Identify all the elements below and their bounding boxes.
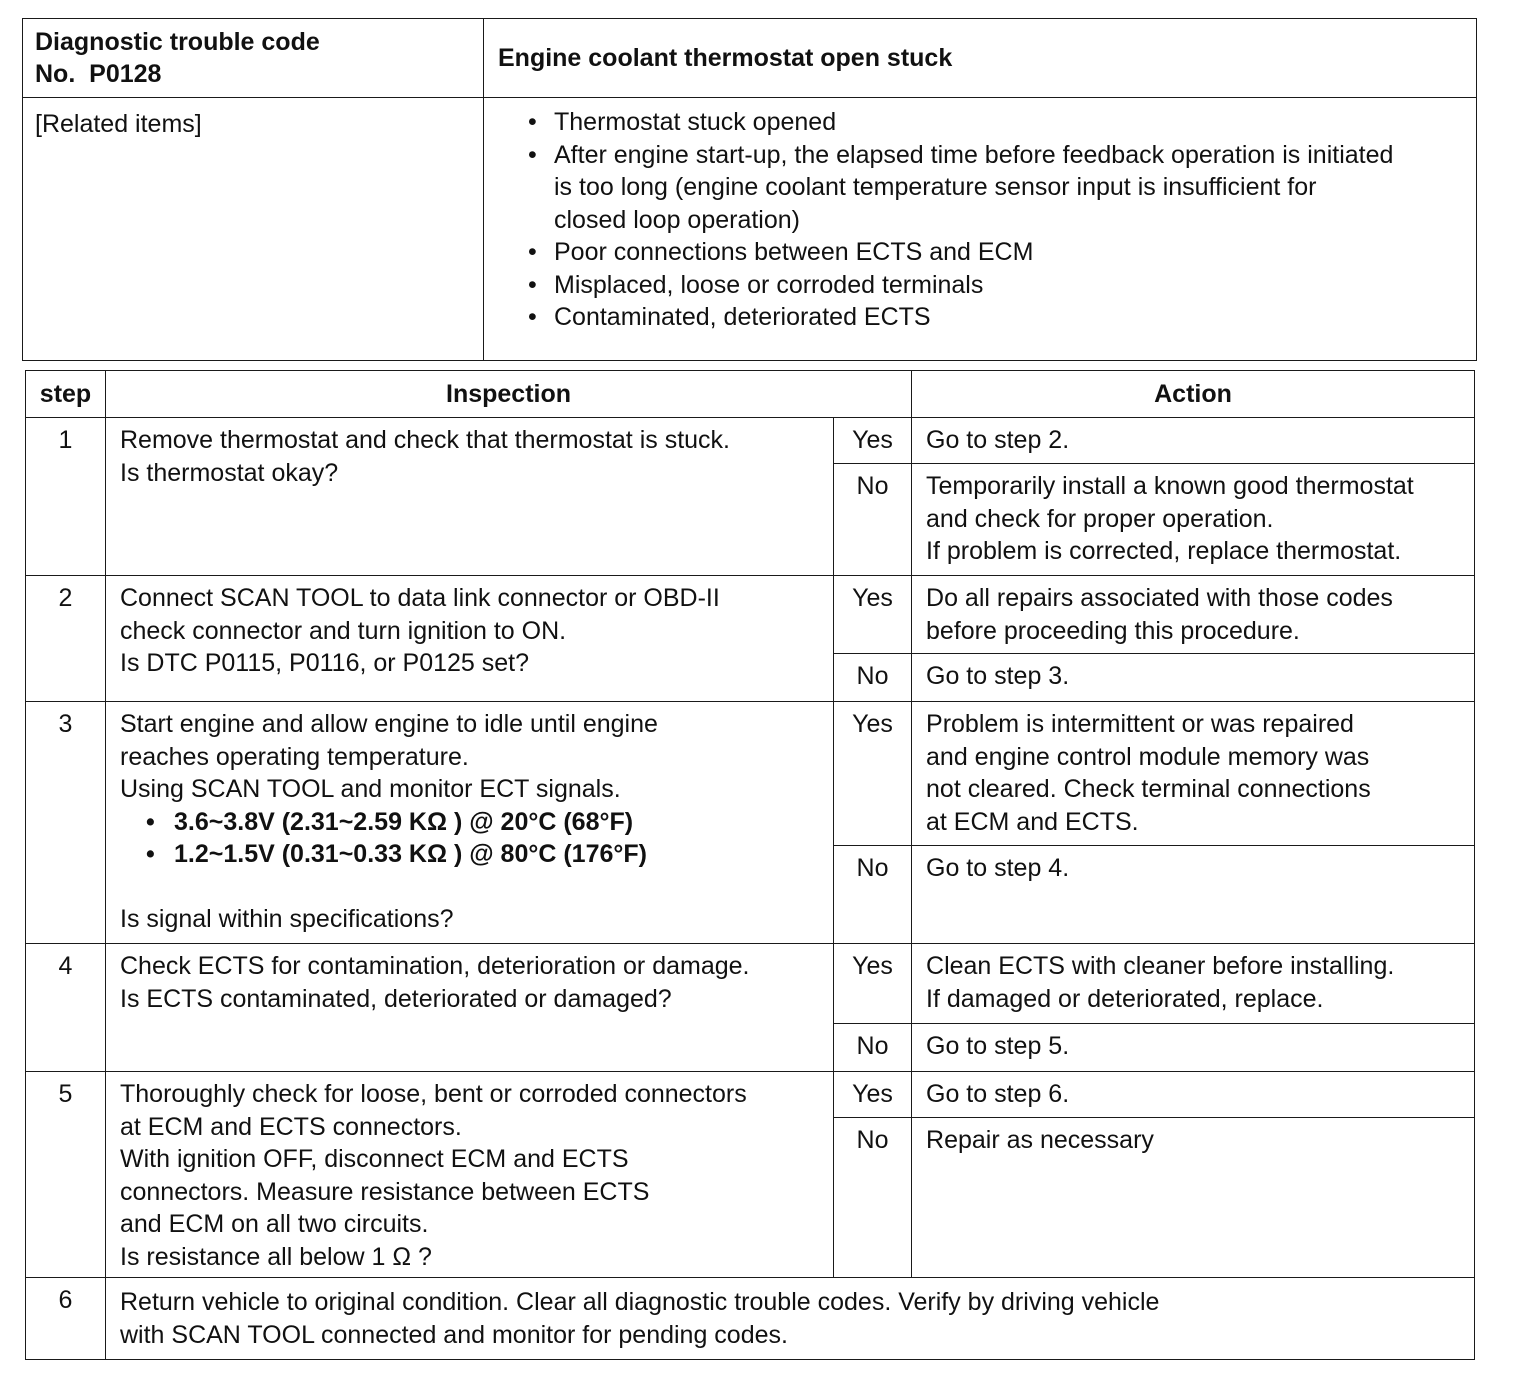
step-number: 2 (26, 576, 106, 702)
yes-label: Yes (834, 702, 912, 846)
col-header-inspection: Inspection (106, 371, 912, 418)
diagnostic-steps-table (25, 370, 1475, 1360)
related-items-label: [Related items] (23, 98, 484, 361)
action-line: Go to step 6. (926, 1080, 1070, 1108)
yes-action (912, 576, 1475, 654)
inspection-line: Thoroughly check for loose, bent or corroded connectors (120, 1080, 747, 1108)
inspection-line: reaches operating temperature. (120, 742, 469, 771)
dtc-title: Engine coolant thermostat open stuck (484, 19, 1477, 98)
yes-action (912, 702, 1475, 846)
inspection-line: Is ECTS contaminated, deteriorated or damaged? (120, 984, 672, 1013)
inspection-line: Is resistance all below 1 Ω ? (120, 1242, 432, 1271)
col-header-action: Action (912, 371, 1475, 418)
step-number: 1 (26, 418, 106, 576)
action-line: Problem is intermittent or was repaired (926, 710, 1354, 738)
action-line: Go to step 2. (926, 426, 1070, 454)
dtc-code-number: No. P0128 (35, 60, 162, 88)
step-row-4-yes (26, 944, 1475, 1024)
step-inspection (106, 418, 834, 576)
related-item: • Poor connections between ECTS and ECM (528, 236, 1462, 269)
spec-list (120, 806, 819, 871)
step-number: 3 (26, 702, 106, 944)
step-row-1-yes (26, 418, 1475, 464)
dtc-header-table (22, 18, 1477, 361)
dtc-code-cell (23, 19, 484, 98)
step-inspection (106, 576, 834, 702)
action-line: Go to step 4. (926, 854, 1070, 882)
action-line: Go to step 5. (926, 1032, 1070, 1060)
step-row-2-yes (26, 576, 1475, 654)
inspection-line: Check ECTS for contamination, deterioration or damage. (120, 952, 750, 980)
inspection-line: check connector and turn ignition to ON. (120, 616, 567, 645)
no-label: No (834, 1118, 912, 1278)
yes-label: Yes (834, 576, 912, 654)
step-full-instruction (106, 1278, 1475, 1360)
related-items-row (23, 98, 1477, 361)
col-header-step: step (26, 371, 106, 418)
steps-header-row (26, 371, 1475, 418)
yes-label: Yes (834, 418, 912, 464)
related-items-cell (484, 98, 1477, 361)
step-inspection (106, 944, 834, 1072)
step-number: 5 (26, 1072, 106, 1278)
spec-item: • 3.6~3.8V (2.31~2.59 KΩ ) @ 20°C (68°F) (146, 806, 819, 839)
related-item: • Thermostat stuck opened (528, 106, 1462, 139)
dtc-header-row (23, 19, 1477, 98)
inspection-line: connectors. Measure resistance between ECTS (120, 1177, 650, 1206)
action-line: before proceeding this procedure. (926, 616, 1300, 645)
step-row-5-yes (26, 1072, 1475, 1118)
step-number: 6 (26, 1278, 106, 1360)
action-line: If problem is corrected, replace thermostat. (926, 537, 1402, 565)
no-action (912, 464, 1475, 576)
related-item: • After engine start-up, the elapsed time before feedback operation is initiated is too long (engine coolant temperature sensor input is insufficient for closed loop operation) (528, 139, 1394, 237)
yes-action (912, 1072, 1475, 1118)
inspection-question: Is signal within specifications? (120, 904, 454, 933)
no-label: No (834, 464, 912, 576)
action-line: Do all repairs associated with those codes (926, 584, 1393, 612)
yes-label: Yes (834, 1072, 912, 1118)
inspection-line: Using SCAN TOOL and monitor ECT signals. (120, 775, 621, 803)
inspection-line: With ignition OFF, disconnect ECM and ECTS (120, 1145, 629, 1173)
action-line: If damaged or deteriorated, replace. (926, 984, 1324, 1013)
spec-item: • 1.2~1.5V (0.31~0.33 KΩ ) @ 80°C (176°F) (146, 838, 819, 871)
related-items-list (528, 106, 1462, 334)
action-line: at ECM and ECTS. (926, 807, 1139, 836)
no-action (912, 654, 1475, 702)
no-label: No (834, 846, 912, 944)
no-action (912, 1024, 1475, 1072)
action-line: not cleared. Check terminal connections (926, 775, 1371, 803)
no-action (912, 846, 1475, 944)
inspection-line: at ECM and ECTS connectors. (120, 1112, 462, 1141)
dtc-code-label: Diagnostic trouble code (35, 27, 320, 56)
yes-action (912, 944, 1475, 1024)
yes-label: Yes (834, 944, 912, 1024)
yes-action (912, 418, 1475, 464)
instruction-line: with SCAN TOOL connected and monitor for pending codes. (120, 1320, 788, 1349)
step-row-6 (26, 1278, 1475, 1360)
step-row-3-yes (26, 702, 1475, 846)
action-line: Temporarily install a known good thermostat (926, 472, 1414, 500)
inspection-line: Connect SCAN TOOL to data link connector or OBD-II (120, 584, 720, 612)
inspection-line: Is thermostat okay? (120, 458, 339, 487)
related-item: • Contaminated, deteriorated ECTS (528, 301, 1462, 334)
inspection-line: Start engine and allow engine to idle until engine (120, 710, 658, 738)
step-inspection (106, 1072, 834, 1278)
step-number: 4 (26, 944, 106, 1072)
no-label: No (834, 1024, 912, 1072)
inspection-line: Remove thermostat and check that thermostat is stuck. (120, 426, 730, 454)
related-item: • Misplaced, loose or corroded terminals (528, 269, 1462, 302)
no-label: No (834, 654, 912, 702)
inspection-line: Is DTC P0115, P0116, or P0125 set? (120, 649, 530, 677)
action-line: Clean ECTS with cleaner before installing. (926, 952, 1395, 980)
action-line: Go to step 3. (926, 662, 1070, 690)
inspection-line: and ECM on all two circuits. (120, 1210, 429, 1238)
action-line: and engine control module memory was (926, 742, 1370, 771)
instruction-line: Return vehicle to original condition. Clear all diagnostic trouble codes. Verify by driving vehicle (120, 1288, 1160, 1316)
step-inspection (106, 702, 834, 944)
no-action (912, 1118, 1475, 1278)
action-line: and check for proper operation. (926, 504, 1274, 533)
action-line: Repair as necessary (926, 1126, 1154, 1154)
